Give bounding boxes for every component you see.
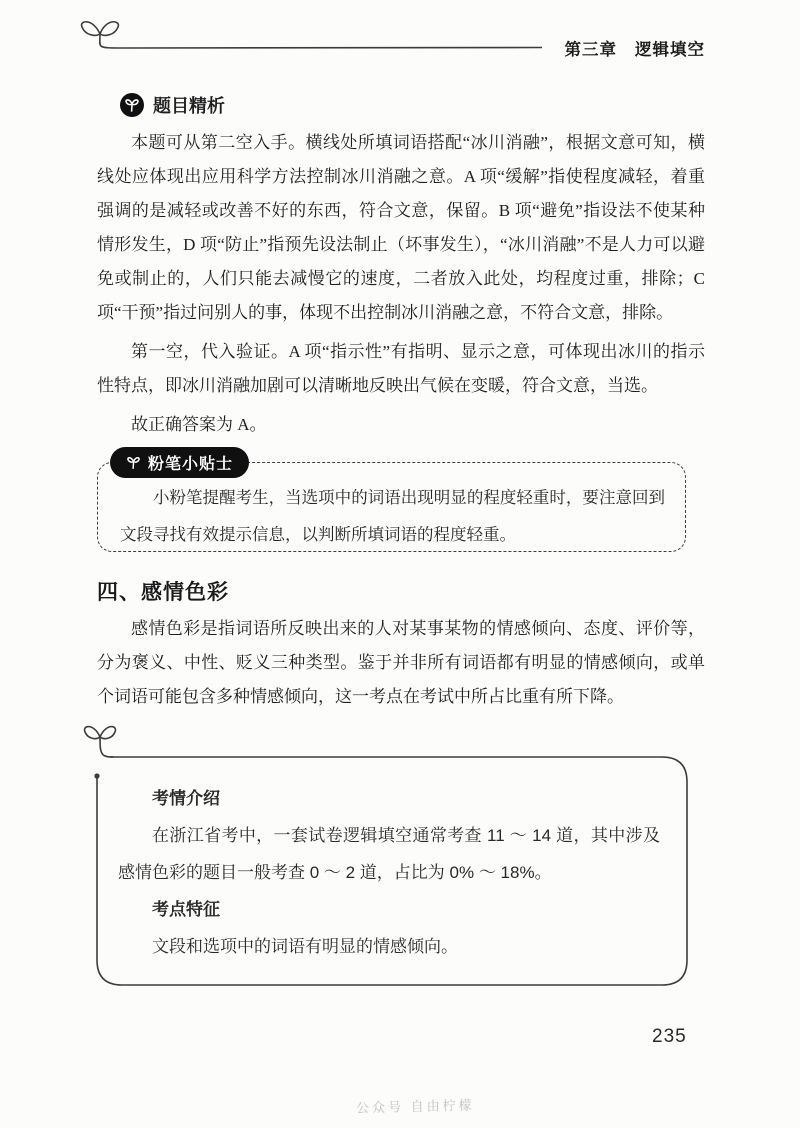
sprout-in-circle-icon — [120, 93, 144, 117]
analysis-paragraph-1: 本题可从第二空入手。横线处所填词语搭配“冰川消融”，根据文意可知，横线处应体现出应用科学方法控制冰川消融之意。A 项“缓解”指使程度减轻，着重强调的是减轻或改善不好的东西，符合文意，保留。B 项“避免”指设法不使某种情形发生，D 项“防止”指预先设法制止（坏事发生），“冰川消融”不是人力可以避免或制止的，人们只能去减慢它的速度，二者放入此处，均程度过重，排除；C 项“干预”指过问别人的事，体现不出控制冰川消融之意，不符合文意，排除。 — [97, 133, 705, 322]
analysis-text — [97, 126, 705, 447]
sprout-icon — [76, 14, 546, 62]
analysis-paragraph-3: 故正确答案为 A。 — [131, 415, 267, 434]
tip-box — [97, 456, 686, 552]
analysis-heading-label: 题目精析 — [153, 96, 225, 116]
page-number: 235 — [652, 1026, 687, 1047]
section-four-paragraph: 感情色彩是指词语所反映出来的人对某事某物的情感倾向、态度、评价等，分为褒义、中性、贬义三种类型。鉴于并非所有词语都有明显的情感倾向，或单个词语可能包含多种情感倾向，这一考点在考试中所占比重有所下降。 — [97, 619, 705, 706]
section-four-heading: 四、感情色彩 — [97, 581, 229, 604]
exam-intro-text: 在浙江省考中，一套试卷逻辑填空通常考查 11 ～ 14 道，其中涉及感情色彩的题目一般考查 0 ～ 2 道，占比为 0% ～ 18%。 — [118, 826, 660, 882]
tip-label: 粉笔小贴士 — [148, 456, 234, 473]
exam-feature-text: 文段和选项中的词语有明显的情感倾向。 — [152, 937, 458, 956]
tip-label-pill — [110, 447, 249, 478]
chapter-label: 第三章 — [564, 41, 617, 59]
running-head — [565, 36, 706, 60]
analysis-paragraph-2: 第一空，代入验证。A 项“指示性”有指明、显示之意，可体现出冰川的指示性特点，即冰川消融加剧可以清晰地反映出气候在变暖，符合文意，当选。 — [97, 342, 705, 395]
exam-intro-heading: 考情介绍 — [152, 789, 220, 808]
tip-text: 小粉笔提醒考生，当选项中的词语出现明显的程度轻重时，要注意回到文段寻找有效提示信息，以判断所填词语的程度轻重。 — [120, 489, 665, 544]
section-label: 逻辑填空 — [635, 41, 705, 59]
header-decoration — [76, 14, 546, 62]
analysis-heading — [120, 92, 225, 118]
sprout-icon — [126, 455, 141, 471]
watermark: 公众号 自由柠檬 — [355, 1097, 475, 1116]
exam-feature-heading: 考点特征 — [152, 900, 220, 919]
exam-box — [118, 780, 660, 965]
